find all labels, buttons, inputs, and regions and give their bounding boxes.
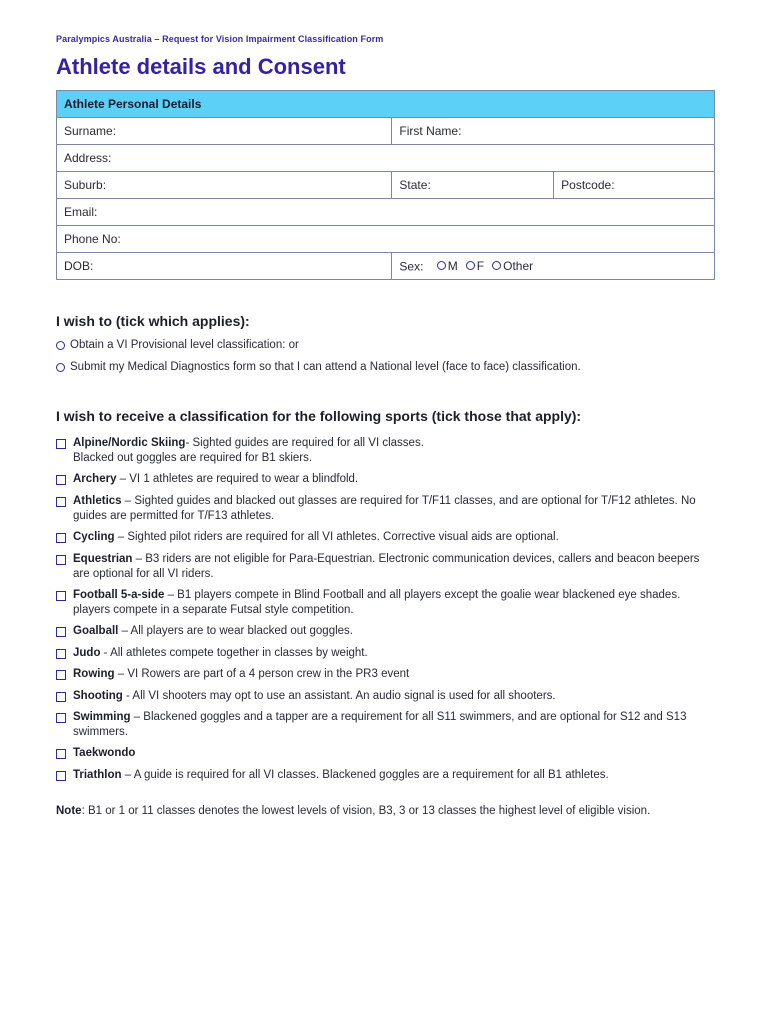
sport-description: – Sighted guides and blacked out glasses are required for T/F11 classes, and are optional for T/F12 athletes. No guides are permitted for T/F13 athletes. — [73, 494, 696, 522]
sport-item-goalball — [56, 624, 716, 639]
sex-options — [427, 259, 533, 273]
checkbox-icon[interactable] — [56, 555, 66, 565]
checkbox-icon[interactable] — [56, 497, 66, 507]
wish-heading: I wish to (tick which applies): — [56, 313, 250, 329]
sport-text — [73, 588, 716, 618]
phone-field[interactable]: Phone No: — [57, 226, 715, 253]
sport-text — [73, 552, 716, 582]
personal-details-header: Athlete Personal Details — [57, 91, 715, 118]
sport-text — [73, 710, 716, 740]
note-label: Note — [56, 805, 82, 817]
sports-list — [56, 436, 716, 789]
state-field[interactable]: State: — [392, 172, 554, 199]
classification-note — [56, 804, 716, 819]
sport-name: Rowing — [73, 668, 115, 681]
sex-option-f[interactable] — [466, 259, 484, 273]
running-header: Paralympics Australia – Request for Vision Impairment Classification Form — [56, 34, 384, 44]
sport-description: – VI 1 athletes are required to wear a blindfold. — [116, 473, 359, 486]
sex-label: Sex: — [399, 259, 424, 274]
checkbox-icon[interactable] — [56, 627, 66, 637]
athlete-details-table — [56, 90, 715, 280]
sport-name: Athletics — [73, 494, 122, 507]
sport-text — [73, 768, 609, 783]
sports-heading: I wish to receive a classification for the following sports (tick those that apply): — [56, 408, 582, 424]
sex-option-label: M — [447, 258, 458, 273]
first-name-field[interactable]: First Name: — [392, 118, 715, 145]
sex-option-other[interactable] — [492, 259, 533, 273]
checkbox-icon[interactable] — [56, 713, 66, 723]
sport-description: - All VI shooters may opt to use an assistant. An audio signal is used for all shooters. — [122, 689, 556, 702]
email-field[interactable]: Email: — [57, 199, 715, 226]
sport-name: Swimming — [73, 710, 131, 723]
note-text: : B1 or 1 or 11 classes denotes the lowest levels of vision, B3, 3 or 13 classes the highest level of eligible vision. — [81, 805, 651, 817]
checkbox-icon[interactable] — [56, 649, 66, 659]
sport-item-rowing — [56, 667, 716, 682]
sport-description: - Sighted guides are required for all VI classes. — [185, 437, 424, 449]
wish-option-national[interactable] — [56, 361, 581, 373]
sport-name: Taekwondo — [73, 747, 136, 760]
sport-description-line2: Blacked out goggles are required for B1 skiers. — [73, 452, 313, 464]
sport-text — [73, 646, 368, 661]
sport-text — [73, 530, 559, 545]
sport-description: – Blackened goggles and a tapper are a requirement for all S11 swimmers, and are optional for S12 and S13 swimmers. — [73, 710, 687, 738]
sport-name: Triathlon — [73, 768, 122, 781]
sport-name: Equestrian — [73, 552, 133, 565]
sport-description: – A guide is required for all VI classes. Blackened goggles are a requirement for all B1 athletes. — [121, 768, 609, 781]
sex-field — [392, 253, 715, 280]
radio-icon[interactable] — [56, 363, 65, 372]
sport-description: - All athletes compete together in classes by weight. — [100, 646, 368, 659]
page-title: Athlete details and Consent — [56, 54, 346, 79]
sport-description: – Sighted pilot riders are required for all VI athletes. Corrective visual aids are optional. — [114, 531, 559, 544]
sport-item-archery — [56, 472, 716, 487]
sport-item-judo — [56, 646, 716, 661]
sex-option-label: F — [476, 258, 485, 273]
checkbox-icon[interactable] — [56, 439, 66, 449]
sport-text — [73, 624, 353, 639]
sport-item-equestrian — [56, 552, 716, 582]
wish-option-label: Obtain a VI Provisional level classification: or — [70, 339, 299, 351]
sport-text — [73, 436, 424, 466]
sex-option-m[interactable] — [437, 259, 458, 273]
sport-name: Alpine/Nordic Skiing — [73, 437, 186, 449]
sport-text — [73, 494, 716, 524]
checkbox-icon[interactable] — [56, 475, 66, 485]
surname-field[interactable]: Surname: — [57, 118, 392, 145]
sport-item-swimming — [56, 710, 716, 740]
checkbox-icon[interactable] — [56, 533, 66, 543]
checkbox-icon[interactable] — [56, 591, 66, 601]
sport-name: Archery — [73, 473, 117, 486]
sport-name: Cycling — [73, 531, 115, 544]
sport-name: Football 5-a-side — [73, 588, 165, 601]
sport-name: Shooting — [73, 689, 123, 702]
sport-description: – B1 players compete in Blind Football and all players except the goalie wear blackened eye shades. players compete in a separate Futsal style competition. — [73, 588, 681, 616]
radio-icon[interactable] — [466, 261, 475, 270]
sport-description: – B3 riders are not eligible for Para-Equestrian. Electronic communication devices, callers and beacon beepers are optional for all VI riders. — [73, 552, 700, 580]
sport-text — [73, 472, 358, 487]
sport-item-athletics — [56, 494, 716, 524]
sport-text — [73, 689, 556, 704]
wish-option-label: Submit my Medical Diagnostics form so that I can attend a National level (face to face) classification. — [70, 361, 581, 373]
checkbox-icon[interactable] — [56, 771, 66, 781]
sport-item-cycling — [56, 530, 716, 545]
dob-field[interactable]: DOB: — [57, 253, 392, 280]
sport-name: Goalball — [73, 625, 119, 638]
address-field[interactable]: Address: — [57, 145, 715, 172]
radio-icon[interactable] — [437, 261, 446, 270]
sport-item-taekwondo — [56, 746, 716, 761]
wish-option-provisional[interactable] — [56, 339, 299, 351]
suburb-field[interactable]: Suburb: — [57, 172, 392, 199]
sport-text — [73, 746, 135, 761]
sport-text — [73, 667, 409, 682]
sex-option-label: Other — [503, 258, 534, 273]
checkbox-icon[interactable] — [56, 670, 66, 680]
sport-description: – VI Rowers are part of a 4 person crew in the PR3 event — [114, 668, 410, 681]
sport-item-alpine-nordic-skiing — [56, 436, 716, 466]
checkbox-icon[interactable] — [56, 749, 66, 759]
checkbox-icon[interactable] — [56, 692, 66, 702]
radio-icon[interactable] — [492, 261, 501, 270]
sport-item-shooting — [56, 689, 716, 704]
sport-item-triathlon — [56, 768, 716, 783]
sport-description: – All players are to wear blacked out goggles. — [118, 625, 353, 638]
postcode-field[interactable]: Postcode: — [554, 172, 715, 199]
sport-name: Judo — [73, 646, 101, 659]
sport-item-football-5-a-side — [56, 588, 716, 618]
radio-icon[interactable] — [56, 341, 65, 350]
